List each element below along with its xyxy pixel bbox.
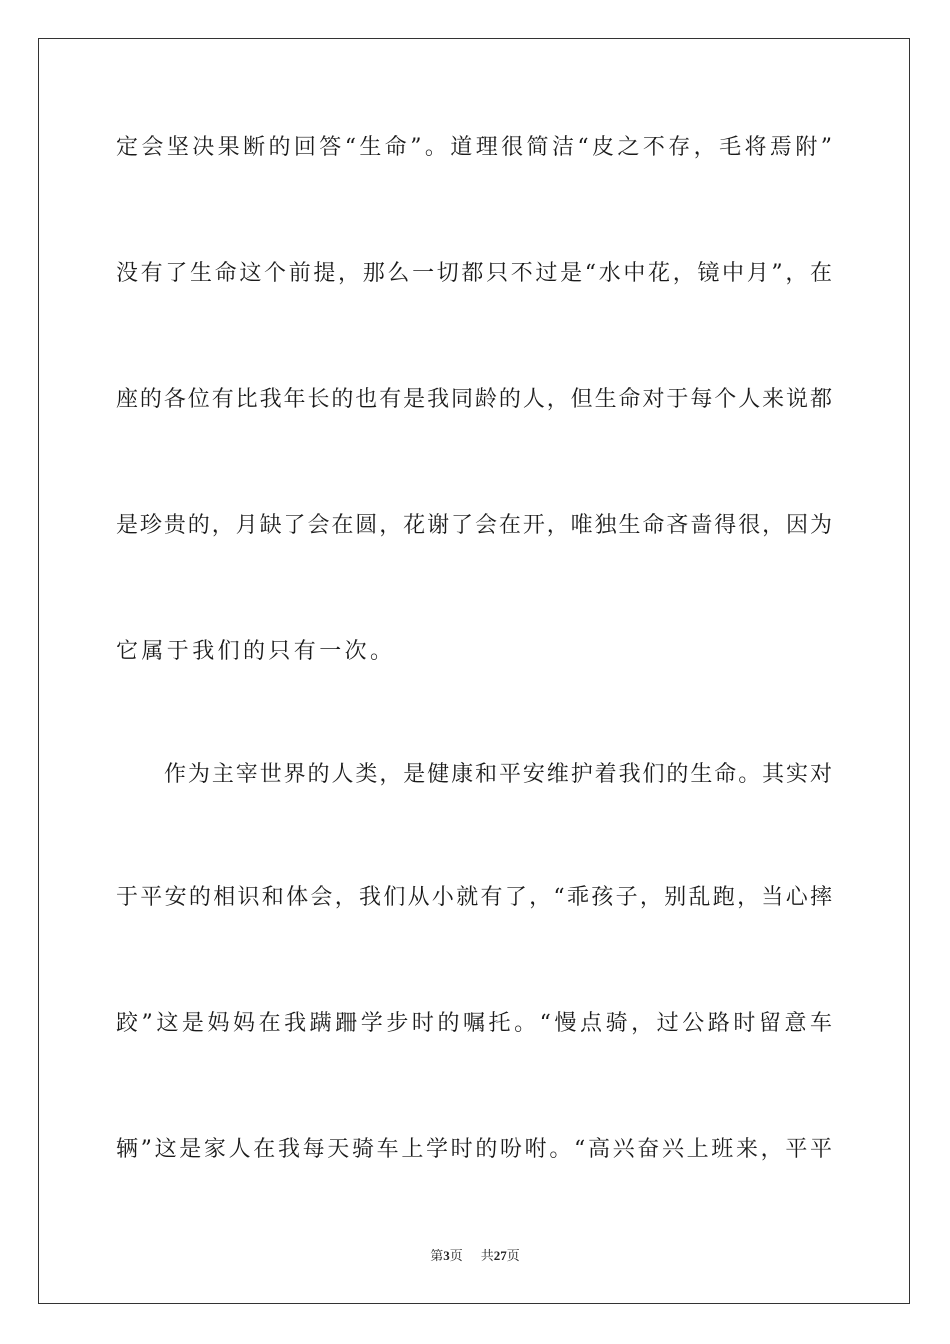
total-pages: 27 bbox=[493, 1248, 507, 1263]
body-text-line: 没有了生命这个前提，那么一切都只不过是“水中花，镜中月”，在 bbox=[116, 261, 832, 286]
total-suffix: 页 bbox=[506, 1249, 520, 1264]
page-border bbox=[38, 38, 910, 1304]
body-text-line: 它属于我们的只有一次。 bbox=[116, 639, 396, 664]
page-prefix: 第 bbox=[430, 1249, 444, 1264]
page-suffix: 页 bbox=[449, 1249, 463, 1264]
body-text-line: 于平安的相识和体会，我们从小就有了，“乖孩子，别乱跑，当心摔 bbox=[116, 885, 832, 910]
body-text-line: 跤”这是妈妈在我蹒跚学步时的嘱托。“慢点骑，过公路时留意车 bbox=[116, 1011, 832, 1036]
body-text-line: 辆”这是家人在我每天骑车上学时的吩咐。“高兴奋兴上班来，平平 bbox=[116, 1137, 832, 1162]
total-prefix: 共 bbox=[480, 1249, 494, 1264]
page-footer bbox=[0, 1247, 950, 1266]
paragraph-first-line: 作为主宰世界的人类，是健康和平安维护着我们的生命。其实对 bbox=[164, 762, 832, 787]
body-text-line: 座的各位有比我年长的也有是我同龄的人，但生命对于每个人来说都 bbox=[116, 387, 832, 412]
body-text-line: 是珍贵的，月缺了会在圆，花谢了会在开，唯独生命吝啬得很，因为 bbox=[116, 513, 832, 538]
page-number: 3 bbox=[443, 1248, 450, 1263]
body-text-line: 定会坚决果断的回答“生命”。道理很简洁“皮之不存，毛将焉附” bbox=[116, 135, 832, 160]
